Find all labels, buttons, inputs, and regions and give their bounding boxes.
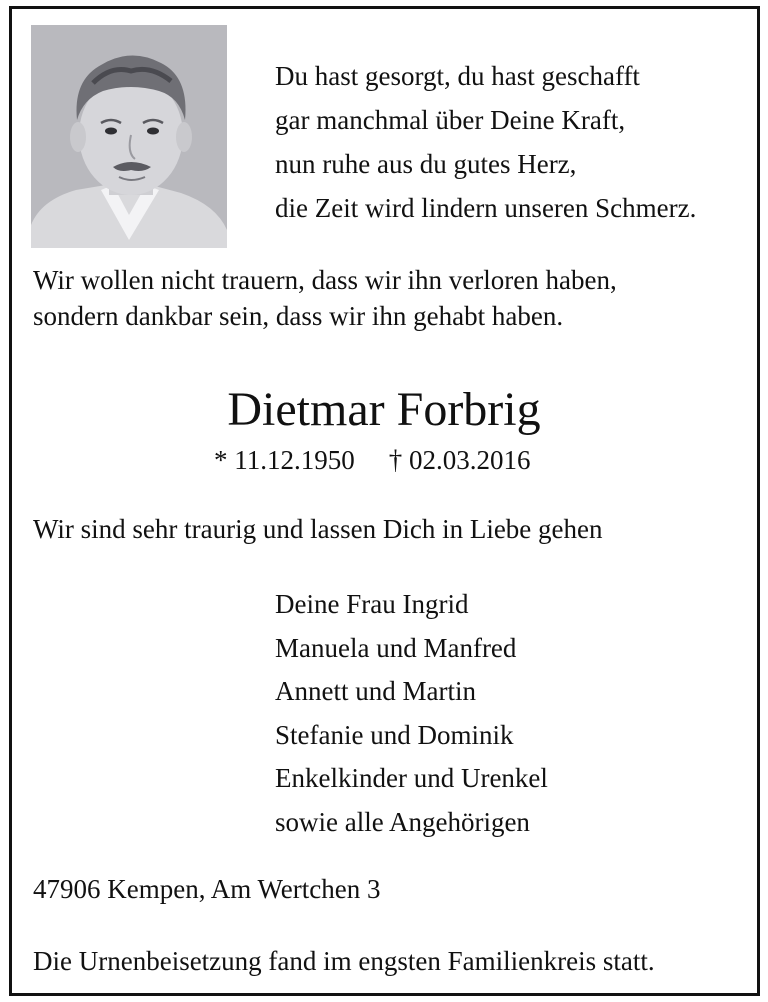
portrait-photo: [31, 25, 227, 248]
quote-line: sondern dankbar sein, dass wir ihn gehabt haben.: [33, 301, 564, 331]
quote-line: Wir wollen nicht trauern, dass wir ihn verloren haben,: [33, 265, 617, 295]
death-date: † 02.03.2016: [388, 445, 531, 475]
mourner: Annett und Martin: [275, 676, 476, 707]
poem-line: Du hast gesorgt, du hast geschafft: [275, 61, 640, 91]
life-dates: [214, 443, 531, 477]
mourner: Deine Frau Ingrid: [275, 589, 469, 619]
mourners-list: [275, 583, 548, 845]
farewell-text: Wir sind sehr traurig und lassen Dich in Liebe gehen: [33, 514, 603, 544]
poem-line: nun ruhe aus du gutes Herz,: [275, 149, 577, 179]
deceased-name: Dietmar Forbrig: [227, 383, 541, 436]
poem: [275, 54, 696, 230]
address: 47906 Kempen, Am Wertchen 3: [33, 874, 381, 904]
poem-line: die Zeit wird lindern unseren Schmerz.: [275, 193, 697, 223]
portrait-illustration: [31, 25, 227, 248]
burial-note: Die Urnenbeisetzung fand im engsten Familienkreis statt.: [33, 946, 655, 976]
mourner: sowie alle Angehörigen: [275, 806, 530, 837]
poem-line: gar manchmal über Deine Kraft,: [275, 105, 626, 135]
birth-date: * 11.12.1950: [214, 445, 355, 475]
mourner: Manuela und Manfred: [275, 632, 517, 663]
quote: [33, 262, 617, 334]
mourner: Stefanie und Dominik: [275, 719, 514, 750]
mourner: Enkelkinder und Urenkel: [275, 763, 548, 794]
